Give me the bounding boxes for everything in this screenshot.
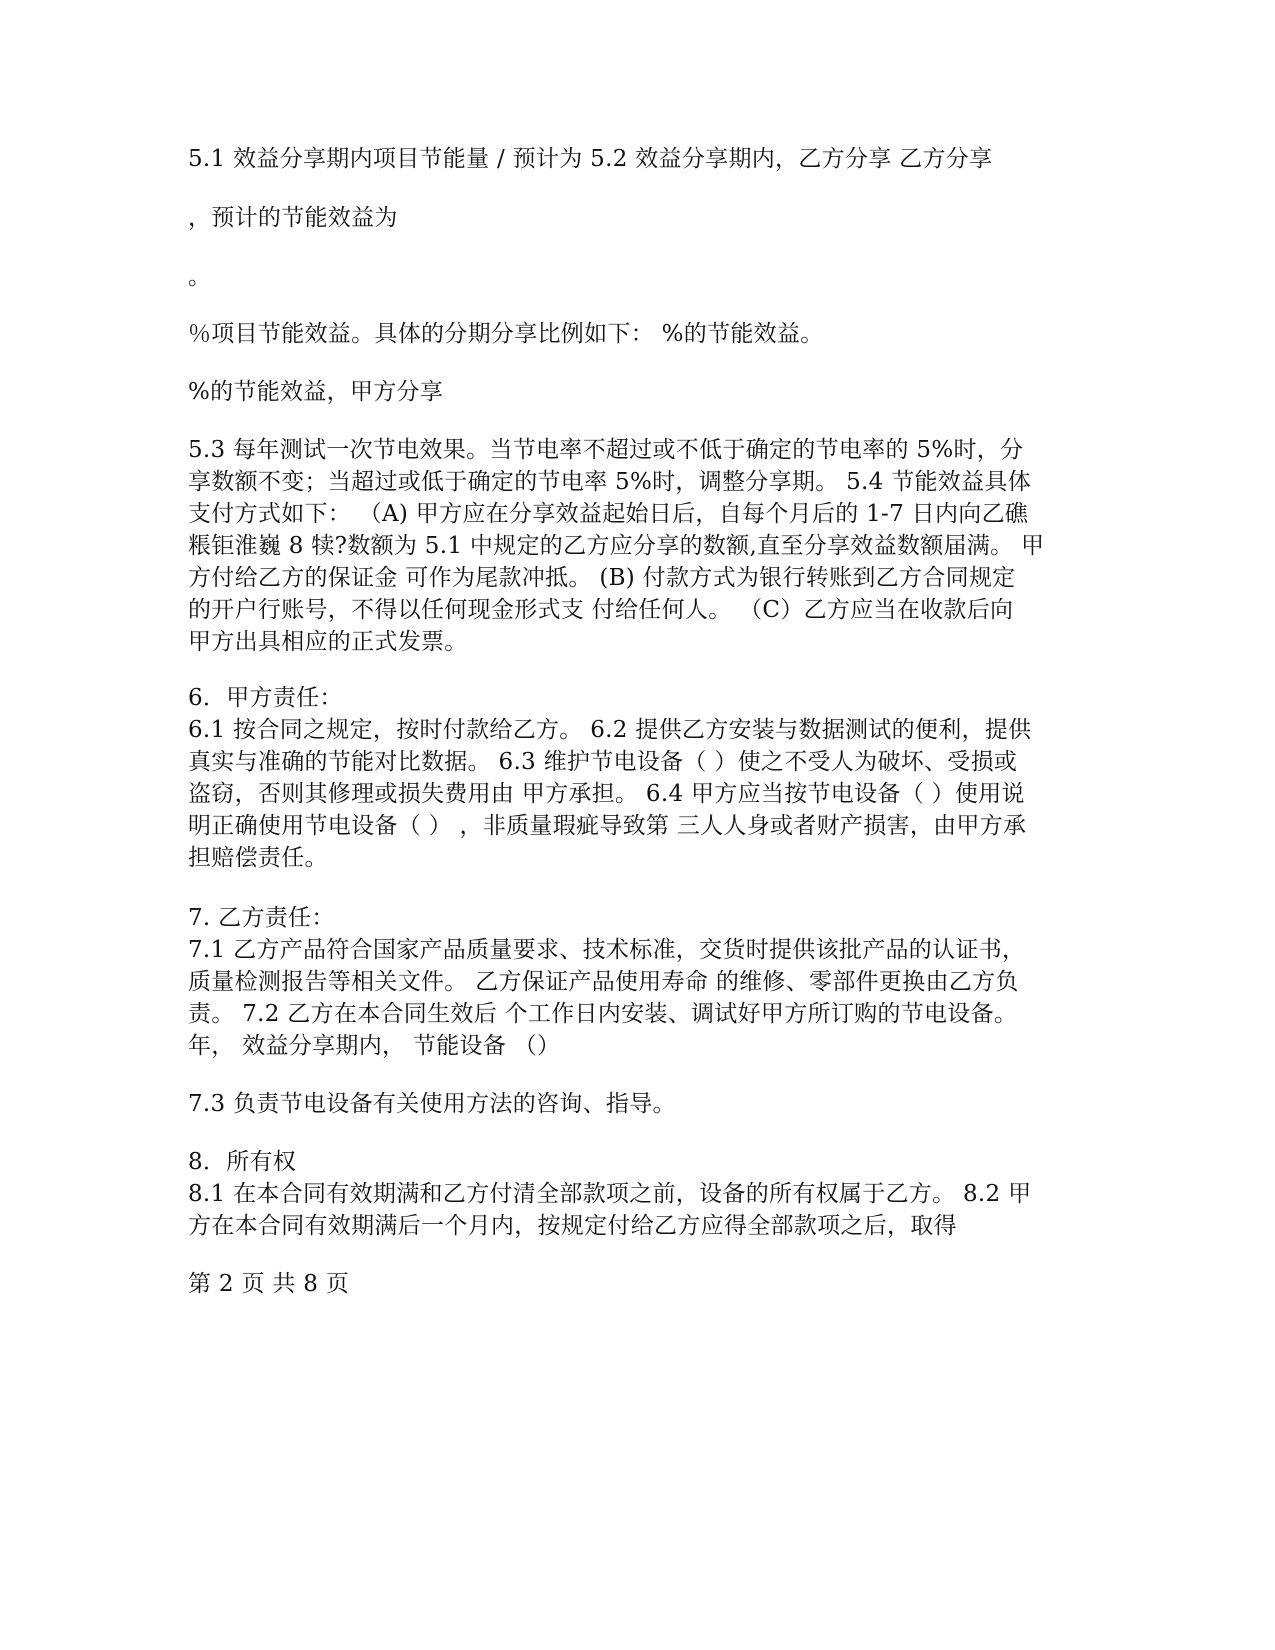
- text-line: ，预计的节能效益为: [188, 205, 398, 231]
- text-line: 担赔偿责任。: [188, 845, 328, 871]
- text-line: %的节能效益，甲方分享: [188, 379, 444, 405]
- text-line: 享数额不变；当超过或低于确定的节电率 5%时，调整分享期。 5.4 节能效益具体: [188, 469, 1031, 495]
- text-line: 方付给乙方的保证金 可作为尾款冲抵。 (B) 付款方式为银行转账到乙方合同规定: [188, 565, 1016, 591]
- text-line: 。: [188, 264, 212, 290]
- text-line: 的开户行账号，不得以任何现金形式支 付给任何人。 （C）乙方应当在收款后向: [188, 597, 1014, 623]
- text-line: 年， 效益分享期内， 节能设备 （）: [188, 1033, 561, 1059]
- text-line: 支付方式如下： （A) 甲方应在分享效益起始日后，自每个月后的 1-7 日内向乙礁: [188, 501, 1029, 527]
- text-line: 盗窃，否则其修理或损失费用由 甲方承担。 6.4 甲方应当按节电设备（ ）使用说: [188, 781, 1025, 807]
- text-line: 5.3 每年测试一次节电效果。当节电率不超过或不低于确定的节电率的 5%时，分: [188, 437, 1024, 463]
- text-line: ％项目节能效益。具体的分期分享比例如下： %的节能效益。: [188, 321, 824, 347]
- text-line: 8.1 在本合同有效期满和乙方付清全部款项之前，设备的所有权属于乙方。 8.2 甲: [188, 1181, 1032, 1207]
- text-line: 方在本合同有效期满后一个月内，按规定付给乙方应得全部款项之后，取得: [188, 1213, 957, 1239]
- page-footer: 第 2 页 共 8 页: [188, 1271, 350, 1297]
- text-line: 5.1 效益分享期内项目节能量 / 预计为 5.2 效益分享期内，乙方分享 乙方分享: [188, 146, 993, 172]
- text-line: 粻钜淮巍 8 犊?数额为 5.1 中规定的乙方应分享的数额,直至分享效益数额届满。 甲: [188, 533, 1045, 559]
- text-line: 7.1 乙方产品符合国家产品质量要求、技术标准，交货时提供该批产品的认证书，: [188, 937, 1026, 963]
- text-line: 6.1 按合同之规定，按时付款给乙方。 6.2 提供乙方安装与数据测试的便利，提供: [188, 717, 1032, 743]
- text-line: 甲方出具相应的正式发票。: [188, 629, 468, 655]
- section-heading: 6．甲方责任：: [188, 685, 343, 711]
- text-line: 质量检测报告等相关文件。 乙方保证产品使用寿命 的维修、零部件更换由乙方负: [188, 969, 1019, 995]
- section-heading: 7. 乙方责任：: [188, 905, 335, 931]
- text-line: 明正确使用节电设备（ ） ，非质量瑕疵导致第 三人人身或者财产损害，由甲方承: [188, 813, 1027, 839]
- section-heading: 8．所有权: [188, 1149, 297, 1175]
- text-line: 责。 7.2 乙方在本合同生效后 个工作日内安装、调试好甲方所订购的节电设备。: [188, 1001, 1018, 1027]
- text-line: 真实与准确的节能对比数据。 6.3 维护节电设备（ ）使之不受人为破坏、受损或: [188, 749, 1018, 775]
- text-line: 7.3 负责节电设备有关使用方法的咨询、指导。: [188, 1091, 676, 1117]
